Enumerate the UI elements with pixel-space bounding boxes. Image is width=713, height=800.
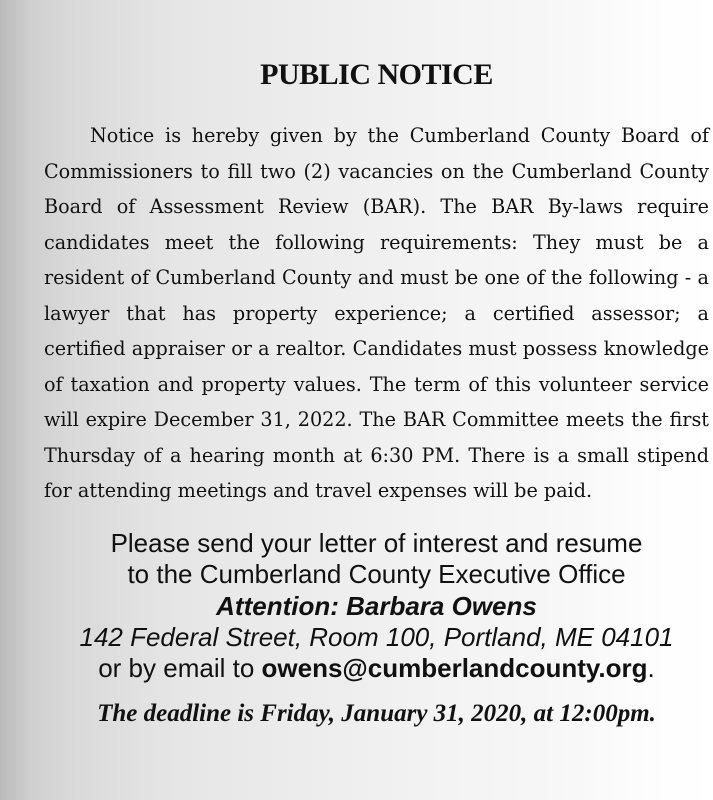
contact-block <box>0 528 713 684</box>
notice-body: Notice is hereby given by the Cumberland County Board of Commissioners to fill two (2) vacancies on the Cumberland County Board of Assessment Review (BAR). The BAR By-laws require candidates meet the following requirements: They must be a resident of Cumberland County and must be one of the following - a lawyer that has property experience; a certified assessor; a certified appraiser or a realtor. Candidates must possess knowledge of taxation and property values. The term of this volunteer service will expire December 31, 2022. The BAR Committee meets the first Thursday of a hearing month at 6:30 PM. There is a small stipend for attending meetings and travel expenses will be paid. <box>44 124 709 502</box>
mailing-address: 142 Federal Street, Room 100, Portland, ME 04101 <box>79 621 674 652</box>
contact-line-1: Please send your letter of interest and resume <box>110 528 643 558</box>
email-suffix: . <box>647 653 655 684</box>
email-prefix: or by email to <box>98 653 262 684</box>
notice-title: PUBLIC NOTICE <box>260 58 493 91</box>
contact-line-2: to the Cumberland County Executive Office <box>127 559 626 590</box>
deadline-notice: The deadline is Friday, January 31, 2020, at 12:00pm. <box>97 700 656 727</box>
email-line <box>0 653 713 684</box>
attention-line: Attention: Barbara Owens <box>216 590 537 621</box>
email-address[interactable]: owens@cumberlandcounty.org <box>261 653 648 684</box>
